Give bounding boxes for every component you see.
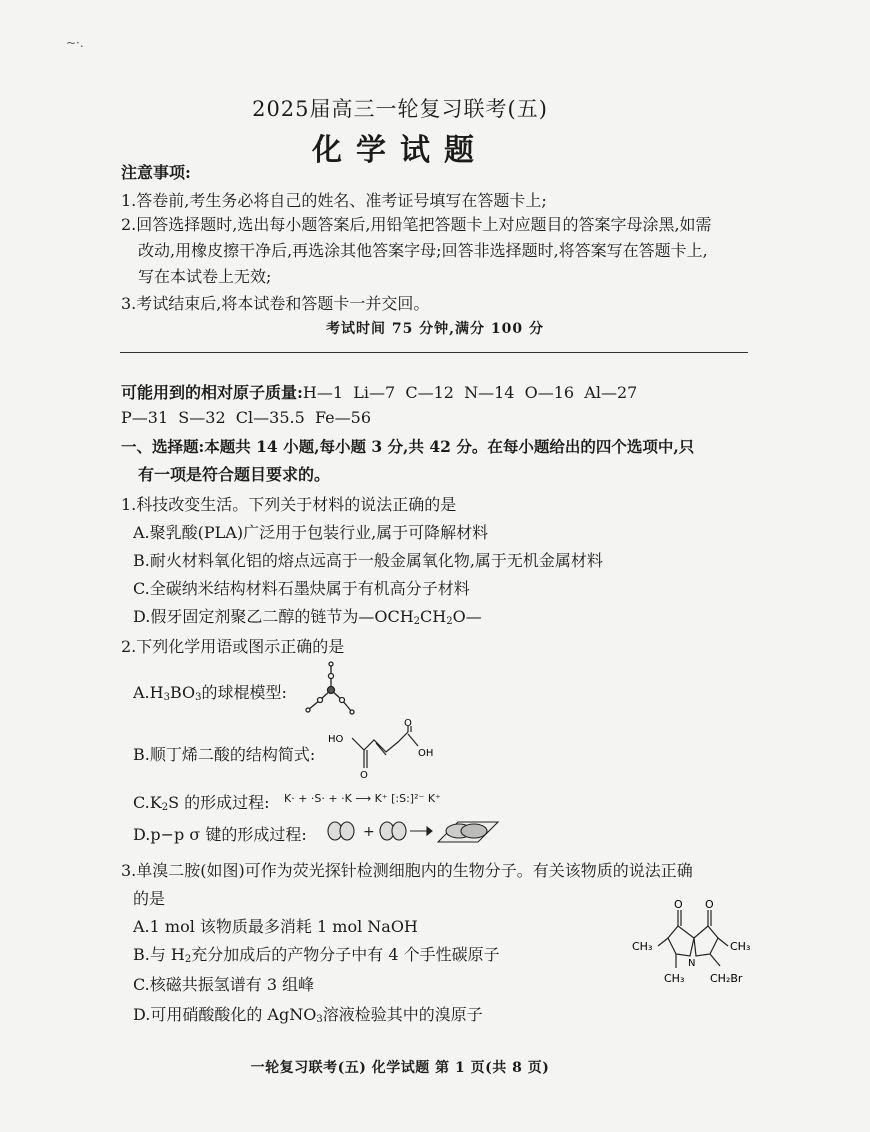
maleic-o-top: O	[404, 718, 412, 729]
q2-c-sub: 2	[161, 802, 169, 813]
q3-d-text-2: 溶液检验其中的溴原子	[322, 1005, 483, 1024]
q2-option-a	[133, 680, 287, 703]
page-footer: 一轮复习联考(五) 化学试题 第 1 页(共 8 页)	[250, 1060, 550, 1076]
k2s-formation-equation	[284, 792, 441, 805]
q3-option-b	[133, 942, 500, 965]
q1-d-text-1: D.假牙固定剂聚乙二醇的链节为—OCH	[133, 607, 414, 626]
q2-c-text-1: C.K	[133, 793, 162, 812]
divider	[120, 352, 748, 353]
q2-c-text-2: S 的形成过程:	[168, 793, 270, 812]
q1-d-sub-2: 2	[446, 616, 453, 627]
bimane-ch3-left: CH₃	[632, 940, 653, 953]
boric-acid-ball-stick-model	[300, 660, 362, 722]
bimane-n: N	[688, 958, 696, 969]
k2s-product: K⁺ [:S:]²⁻ K⁺	[374, 792, 441, 805]
q3-option-c: C.核磁共振氢谱有 3 组峰	[133, 975, 315, 994]
atomic-mass-label: 可能用到的相对原子质量:	[121, 383, 303, 402]
q2-a-text-2: BO	[169, 683, 196, 702]
maleic-oh-label: OH	[418, 748, 434, 759]
k2s-reactants: K· + ·S· + ·K	[284, 792, 352, 805]
q1-d-sub-1: 2	[413, 616, 421, 627]
notice-item-2-line-2: 改动,用橡皮擦干净后,再选涂其他答案字母;回答非选择题时,将答案写在答题卡上,	[138, 241, 708, 260]
corner-mark: ~·.	[66, 36, 84, 50]
atomic-mass-row-1	[121, 380, 637, 403]
maleic-o-bottom: O	[360, 770, 368, 781]
q2-a-text-1: A.H	[133, 683, 164, 702]
q3-b-sub: 2	[184, 954, 192, 965]
q2-a-sub-1: 3	[163, 692, 170, 703]
q1-option-b: B.耐火材料氧化铝的熔点远高于一般金属氧化物,属于无机金属材料	[133, 551, 603, 570]
bimane-ch3-right: CH₃	[730, 940, 751, 953]
maleic-ho-label: HO	[328, 734, 344, 745]
q3-b-text-1: B.与 H	[133, 945, 185, 964]
q2-a-sub-2: 3	[195, 692, 202, 703]
section-1-heading-line-2: 有一项是符合题目要求的。	[138, 465, 331, 484]
exam-time: 考试时间 75 分钟,满分 100 分	[325, 321, 545, 337]
q2-a-text-3: 的球棍模型:	[201, 683, 287, 702]
q1-stem: 1.科技改变生活。下列关于材料的说法正确的是	[121, 495, 457, 514]
q3-b-text-2: 充分加成后的产物分子中有 4 个手性碳原子	[191, 945, 500, 964]
notice-item-3: 3.考试结束后,将本试卷和答题卡一并交回。	[121, 294, 430, 313]
bimane-o-right: O	[705, 898, 714, 911]
bimane-ch2br: CH₂Br	[710, 972, 743, 985]
svg-text:+: +	[363, 824, 375, 840]
atomic-mass-row-2: P—31 S—32 Cl—35.5 Fe—56	[121, 408, 371, 427]
subject-title: 化学试题	[312, 133, 488, 168]
bimane-ch3-bottom: CH₃	[664, 972, 685, 985]
section-1-heading-line-1: 一、选择题:本题共 14 小题,每小题 3 分,共 42 分。在每小题给出的四个选项中,只	[121, 437, 695, 456]
q1-d-text-3: O—	[452, 607, 482, 626]
notice-item-2-line-1: 2.回答选择题时,选出每小题答案后,用铅笔把答题卡上对应题目的答案字母涂黑,如需	[121, 215, 712, 234]
monobromobimane-structure	[628, 898, 768, 990]
reaction-arrow-icon: ⟶	[355, 792, 372, 805]
q2-stem: 2.下列化学用语或图示正确的是	[121, 637, 345, 656]
notice-heading: 注意事项:	[121, 163, 191, 182]
q3-d-sub: 3	[316, 1014, 323, 1025]
q2-option-d: D.p−p σ 键的形成过程:	[133, 825, 307, 844]
maleic-acid-structure	[322, 718, 442, 782]
q3-option-a: A.1 mol 该物质最多消耗 1 mol NaOH	[133, 917, 418, 936]
q2-option-b: B.顺丁烯二酸的结构简式:	[133, 745, 316, 764]
notice-item-2-line-3: 写在本试卷上无效;	[138, 267, 272, 286]
q3-d-text-1: D.可用硝酸酸化的 AgNO	[133, 1005, 317, 1024]
q1-d-text-2: CH	[420, 607, 447, 626]
q1-option-d	[133, 604, 482, 627]
bimane-o-left: O	[674, 898, 683, 911]
notice-item-1: 1.答卷前,考生务必将自己的姓名、准考证号填写在答题卡上;	[121, 191, 547, 210]
q1-option-a: A.聚乳酸(PLA)广泛用于包装行业,属于可降解材料	[133, 523, 489, 542]
q1-option-c: C.全碳纳米结构材料石墨炔属于有机高分子材料	[133, 579, 470, 598]
q3-stem-line-1: 3.单溴二胺(如图)可作为荧光探针检测细胞内的生物分子。有关该物质的说法正确	[121, 861, 693, 880]
q3-stem-line-2: 的是	[133, 889, 166, 908]
sigma-bond-formation-diagram	[326, 816, 502, 846]
exam-series-title: 2025届高三一轮复习联考(五)	[252, 97, 548, 121]
q3-option-d	[133, 1002, 483, 1025]
q2-option-c	[133, 790, 270, 813]
atomic-mass-values-1: H—1 Li—7 C—12 N—14 O—16 Al—27	[302, 383, 638, 402]
